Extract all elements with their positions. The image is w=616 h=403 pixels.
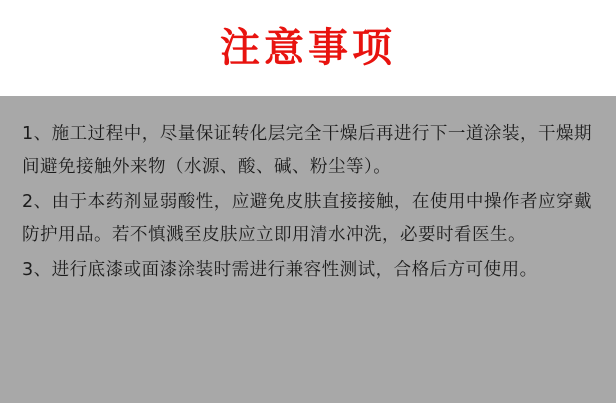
note-paragraph-2: 2、由于本药剂显弱酸性，应避免皮肤直接接触，在使用中操作者应穿戴防护用品。若不慎溅至皮肤应立即用清水冲洗，必要时看医生。 [22,192,592,245]
page-title: 注意事项 [220,25,396,71]
notes-panel [0,96,616,403]
title-band [0,0,616,96]
note-paragraph-1: 1、施工过程中，尽量保证转化层完全干燥后再进行下一道涂装，干燥期间避免接触外来物（水源、酸、碱、粉尘等）。 [22,124,592,177]
note-paragraph-3: 3、进行底漆或面漆涂装时需进行兼容性测试，合格后方可使用。 [22,260,538,280]
